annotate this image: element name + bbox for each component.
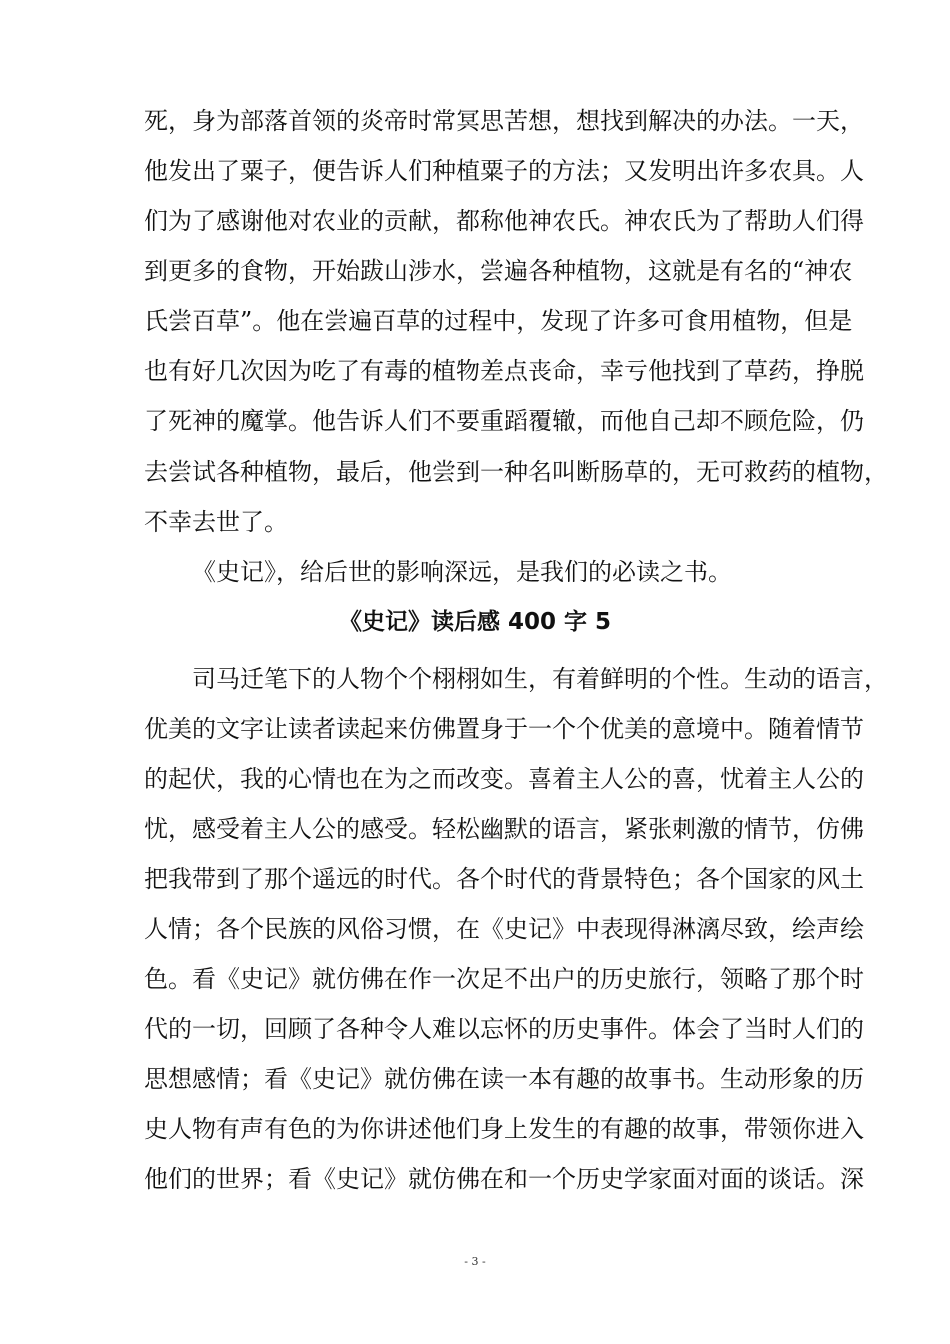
paragraph-line: 死，身为部落首领的炎帝时常冥思苦想，想找到解决的办法。一天，	[144, 107, 864, 135]
paragraph-line: 去尝试各种植物，最后，他尝到一种名叫断肠草的，无可救药的植物，	[144, 458, 888, 486]
paragraph-line: 他发出了粟子，便告诉人们种植粟子的方法；又发明出许多农具。人	[144, 157, 864, 185]
page-number: - 3 -	[464, 1255, 486, 1268]
paragraph-line: 了死神的魔掌。他告诉人们不要重蹈覆辙，而他自己却不顾危险，仍	[144, 407, 864, 435]
paragraph-line: 他们的世界；看《史记》就仿佛在和一个历史学家面对面的谈话。深	[144, 1165, 864, 1193]
paragraph-line: 忧，感受着主人公的感受。轻松幽默的语言，紧张刺激的情节，仿佛	[144, 815, 864, 843]
paragraph-line: 们为了感谢他对农业的贡献，都称他神农氏。神农氏为了帮助人们得	[144, 207, 864, 235]
paragraph-line: 优美的文字让读者读起来仿佛置身于一个个优美的意境中。随着情节	[144, 715, 864, 743]
paragraph-line: 氏尝百草”。他在尝遍百草的过程中，发现了许多可食用植物，但是	[144, 307, 853, 335]
paragraph-line: 人情；各个民族的风俗习惯，在《史记》中表现得淋漓尽致，绘声绘	[144, 915, 864, 943]
paragraph-line: 司马迁笔下的人物个个栩栩如生，有着鲜明的个性。生动的语言，	[192, 665, 888, 693]
paragraph-line: 色。看《史记》就仿佛在作一次足不出户的历史旅行，领略了那个时	[144, 965, 864, 993]
paragraph-line: 思想感情；看《史记》就仿佛在读一本有趣的故事书。生动形象的历	[144, 1065, 864, 1093]
section-heading: 《史记》读后感 400 字 5	[338, 609, 612, 635]
paragraph-line: 《史记》，给后世的影响深远，是我们的必读之书。	[192, 558, 732, 586]
paragraph-line: 代的一切，回顾了各种令人难以忘怀的历史事件。体会了当时人们的	[144, 1015, 864, 1043]
paragraph-line: 不幸去世了。	[144, 508, 288, 536]
paragraph-line: 也有好几次因为吃了有毒的植物差点丧命，幸亏他找到了草药，挣脱	[144, 357, 864, 385]
paragraph-line: 史人物有声有色的为你讲述他们身上发生的有趣的故事，带领你进入	[144, 1115, 864, 1143]
paragraph-line: 到更多的食物，开始跋山涉水，尝遍各种植物，这就是有名的“神农	[144, 257, 853, 285]
paragraph-line: 把我带到了那个遥远的时代。各个时代的背景特色；各个国家的风土	[144, 865, 864, 893]
paragraph-line: 的起伏，我的心情也在为之而改变。喜着主人公的喜，忧着主人公的	[144, 765, 864, 793]
